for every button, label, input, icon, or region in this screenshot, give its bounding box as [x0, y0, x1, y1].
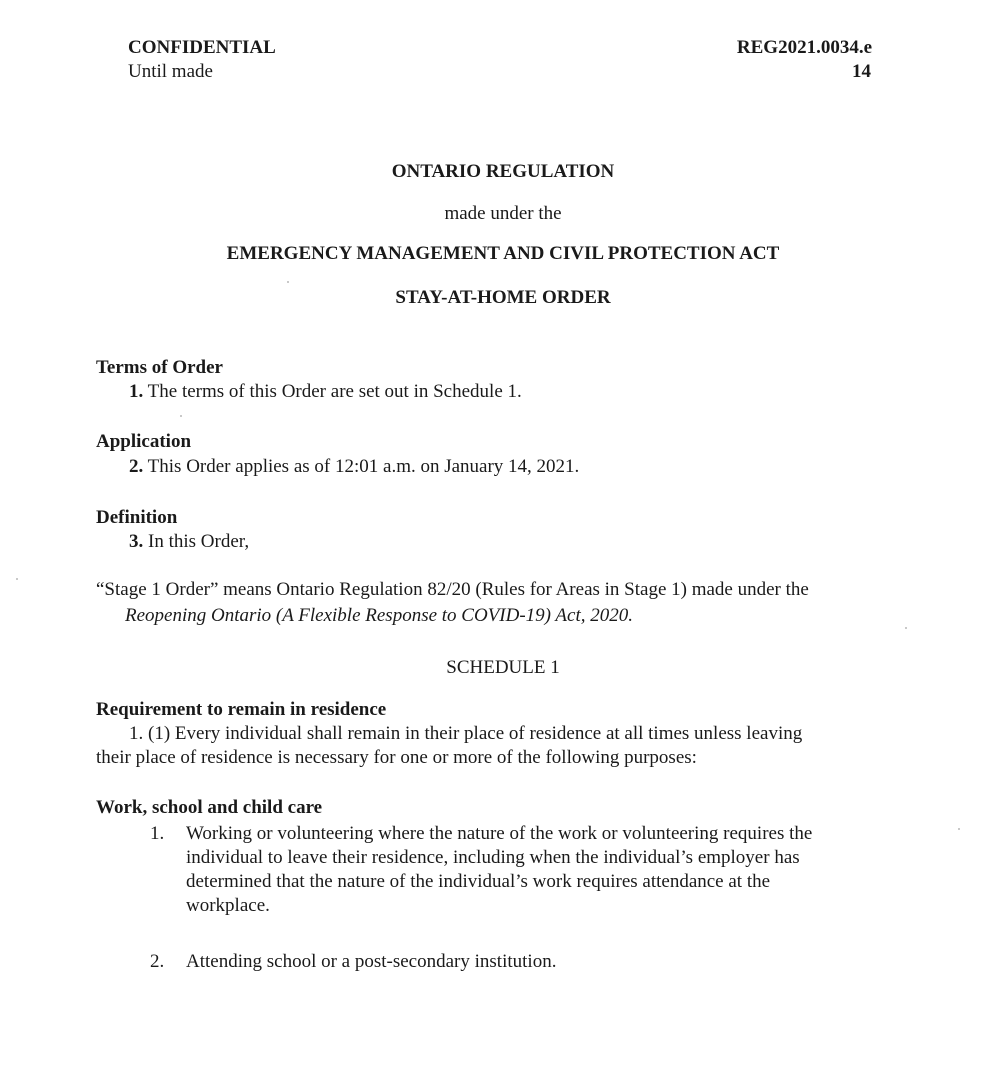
definition-heading: Definition	[96, 507, 178, 528]
definition-line-1: “Stage 1 Order” means Ontario Regulation 82/20 (Rules for Areas in Stage 1) made under the	[96, 579, 809, 600]
section-number: 2.	[129, 456, 144, 477]
scan-speck	[16, 578, 18, 580]
terms-paragraph	[129, 380, 522, 404]
until-made-label: Until made	[128, 61, 213, 82]
regulation-number: REG2021.0034.e	[736, 37, 872, 58]
act-title: EMERGENCY MANAGEMENT AND CIVIL PROTECTION ACT	[226, 243, 780, 264]
regulation-title: ONTARIO REGULATION	[391, 161, 615, 182]
list-item-line: determined that the nature of the individual’s work requires attendance at the	[186, 871, 771, 892]
scan-speck	[287, 281, 289, 283]
application-heading: Application	[96, 431, 192, 452]
list-item-line: Attending school or a post-secondary institution.	[186, 951, 557, 972]
terms-text: The terms of this Order are set out in Schedule 1.	[147, 381, 522, 402]
definition-text: In this Order,	[148, 531, 250, 552]
requirement-line-1: 1. (1) Every individual shall remain in their place of residence at all times unless leaving	[129, 723, 803, 744]
section-number: 3.	[129, 531, 144, 552]
made-under-line: made under the	[444, 203, 562, 224]
work-heading: Work, school and child care	[96, 797, 323, 818]
definition-line-2: Reopening Ontario (A Flexible Response to COVID-19) Act, 2020.	[125, 605, 633, 626]
list-item-line: Working or volunteering where the nature of the work or volunteering requires the	[186, 823, 813, 844]
terms-heading: Terms of Order	[96, 357, 223, 378]
list-item-line: workplace.	[186, 895, 270, 916]
confidential-label: CONFIDENTIAL	[128, 37, 276, 58]
requirement-heading: Requirement to remain in residence	[96, 699, 387, 720]
scan-speck	[905, 627, 907, 629]
page-number: 14	[852, 61, 871, 82]
section-number: 1.	[129, 381, 144, 402]
schedule-title: SCHEDULE 1	[446, 657, 560, 678]
definition-paragraph	[129, 530, 249, 554]
list-item-line: individual to leave their residence, including when the individual’s employer has	[186, 847, 800, 868]
application-paragraph	[129, 455, 579, 479]
order-title: STAY-AT-HOME ORDER	[395, 287, 611, 308]
requirement-line-2: their place of residence is necessary for one or more of the following purposes:	[96, 747, 697, 768]
list-item-number: 2.	[150, 951, 165, 972]
list-item-number: 1.	[150, 823, 165, 844]
scan-speck	[180, 415, 182, 417]
scan-speck	[958, 828, 960, 830]
application-text: This Order applies as of 12:01 a.m. on January 14, 2021.	[147, 456, 580, 477]
